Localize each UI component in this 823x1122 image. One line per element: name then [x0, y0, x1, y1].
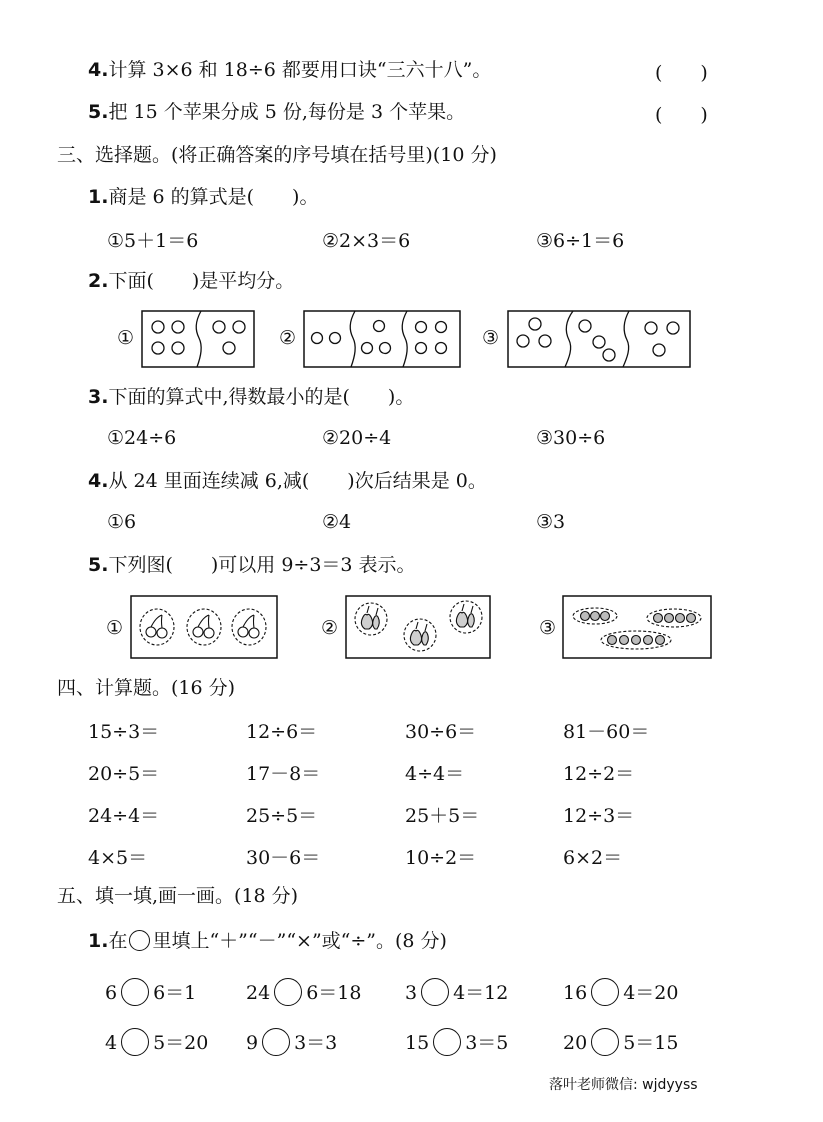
pear-figure — [345, 595, 491, 659]
question-number: 5. — [88, 101, 109, 123]
fill-item — [405, 978, 508, 1008]
operand: 16 — [563, 982, 588, 1004]
operator-circle[interactable] — [121, 978, 149, 1006]
operand: 3＝5 — [465, 1032, 509, 1054]
judge-q4 — [88, 58, 491, 82]
operator-circle[interactable] — [591, 1028, 619, 1056]
division-figure-3 — [507, 310, 691, 368]
fill-item — [563, 978, 678, 1008]
apple-figure — [562, 595, 712, 659]
question-number: 3. — [88, 386, 109, 408]
s5-q1 — [88, 929, 447, 953]
option-3[interactable]: ③3 — [536, 511, 566, 533]
operand: 3＝3 — [294, 1032, 338, 1054]
s3-q1 — [88, 185, 318, 209]
fill-item — [246, 978, 361, 1008]
operator-circle[interactable] — [121, 1028, 149, 1056]
option-2[interactable]: ②4 — [322, 511, 352, 533]
section5-title: 五、填一填,画一画。(18 分) — [57, 885, 299, 907]
calc-item[interactable]: 81－60＝ — [563, 721, 650, 743]
question-number: 1. — [88, 930, 109, 952]
calc-item[interactable]: 17－8＝ — [246, 763, 321, 785]
figure-label[interactable]: ① — [117, 327, 135, 349]
operand: 5＝15 — [623, 1032, 679, 1054]
calc-item[interactable]: 24÷4＝ — [88, 805, 160, 827]
division-figure-1 — [141, 310, 255, 368]
question-number: 2. — [88, 270, 109, 292]
question-text: 下面的算式中,得数最小的是( )。 — [108, 386, 415, 408]
answer-paren[interactable]: ( ) — [655, 62, 708, 84]
fill-item — [405, 1028, 508, 1058]
operator-circle[interactable] — [433, 1028, 461, 1056]
question-number: 5. — [88, 554, 109, 576]
calc-item[interactable]: 12÷6＝ — [246, 721, 318, 743]
figure-label[interactable]: ② — [279, 327, 297, 349]
calc-item[interactable]: 25÷5＝ — [246, 805, 318, 827]
section4-title: 四、计算题。(16 分) — [57, 677, 236, 699]
question-text: 在 — [108, 930, 128, 952]
calc-item[interactable]: 10÷2＝ — [405, 847, 477, 869]
calc-item[interactable]: 4×5＝ — [88, 847, 148, 869]
question-number: 4. — [88, 59, 109, 81]
operand: 4 — [105, 1032, 118, 1054]
question-number: 1. — [88, 186, 109, 208]
question-number: 4. — [88, 470, 109, 492]
operand: 5＝20 — [153, 1032, 209, 1054]
calc-item[interactable]: 6×2＝ — [563, 847, 623, 869]
calc-item[interactable]: 25＋5＝ — [405, 805, 480, 827]
calc-item[interactable]: 15÷3＝ — [88, 721, 160, 743]
operator-circle[interactable] — [591, 978, 619, 1006]
calc-item[interactable]: 4÷4＝ — [405, 763, 465, 785]
judge-q5 — [88, 100, 465, 124]
circle-icon — [129, 930, 150, 951]
question-text: 下面( )是平均分。 — [108, 270, 295, 292]
operand: 24 — [246, 982, 271, 1004]
footer-watermark: 落叶老师微信: wjdyyss — [549, 1077, 698, 1093]
calc-item[interactable]: 30－6＝ — [246, 847, 321, 869]
cherry-figure — [130, 595, 278, 659]
operand: 3 — [405, 982, 418, 1004]
operator-circle[interactable] — [421, 978, 449, 1006]
fill-item — [246, 1028, 337, 1058]
s3-q3 — [88, 385, 414, 409]
option-1[interactable]: ①6 — [107, 511, 137, 533]
option-3[interactable]: ③30÷6 — [536, 427, 606, 449]
option-1[interactable]: ①24÷6 — [107, 427, 177, 449]
figure-label[interactable]: ③ — [482, 327, 500, 349]
division-figure-2 — [303, 310, 461, 368]
figure-label[interactable]: ① — [106, 617, 124, 639]
operand: 4＝12 — [453, 982, 509, 1004]
answer-paren[interactable]: ( ) — [655, 104, 708, 126]
option-2[interactable]: ②20÷4 — [322, 427, 392, 449]
section3-title: 三、选择题。(将正确答案的序号填在括号里)(10 分) — [57, 144, 497, 166]
question-text: 计算 3×6 和 18÷6 都要用口诀“三六十八”。 — [108, 59, 492, 81]
s3-q2 — [88, 269, 294, 293]
figure-label[interactable]: ② — [321, 617, 339, 639]
calc-item[interactable]: 20÷5＝ — [88, 763, 160, 785]
option-2[interactable]: ②2×3＝6 — [322, 230, 411, 252]
operand: 15 — [405, 1032, 430, 1054]
operand: 6 — [105, 982, 118, 1004]
operand: 6＝18 — [306, 982, 362, 1004]
question-text: 商是 6 的算式是( )。 — [108, 186, 319, 208]
fill-item — [105, 978, 196, 1008]
s3-q5 — [88, 553, 416, 577]
calc-item[interactable]: 12÷3＝ — [563, 805, 635, 827]
question-text: 从 24 里面连续减 6,减( )次后结果是 0。 — [108, 470, 487, 492]
calc-item[interactable]: 30÷6＝ — [405, 721, 477, 743]
operand: 4＝20 — [623, 982, 679, 1004]
option-1[interactable]: ①5＋1＝6 — [107, 230, 199, 252]
operand: 9 — [246, 1032, 259, 1054]
operand: 20 — [563, 1032, 588, 1054]
s3-q4 — [88, 469, 487, 493]
question-text: 把 15 个苹果分成 5 份,每份是 3 个苹果。 — [108, 101, 466, 123]
figure-label[interactable]: ③ — [539, 617, 557, 639]
operator-circle[interactable] — [262, 1028, 290, 1056]
calc-item[interactable]: 12÷2＝ — [563, 763, 635, 785]
question-text: 下列图( )可以用 9÷3＝3 表示。 — [108, 554, 416, 576]
operand: 6＝1 — [153, 982, 197, 1004]
fill-item — [105, 1028, 208, 1058]
option-3[interactable]: ③6÷1＝6 — [536, 230, 625, 252]
operator-circle[interactable] — [274, 978, 302, 1006]
question-text: 里填上“＋”“－”“×”或“÷”。(8 分) — [152, 930, 447, 952]
fill-item — [563, 1028, 678, 1058]
